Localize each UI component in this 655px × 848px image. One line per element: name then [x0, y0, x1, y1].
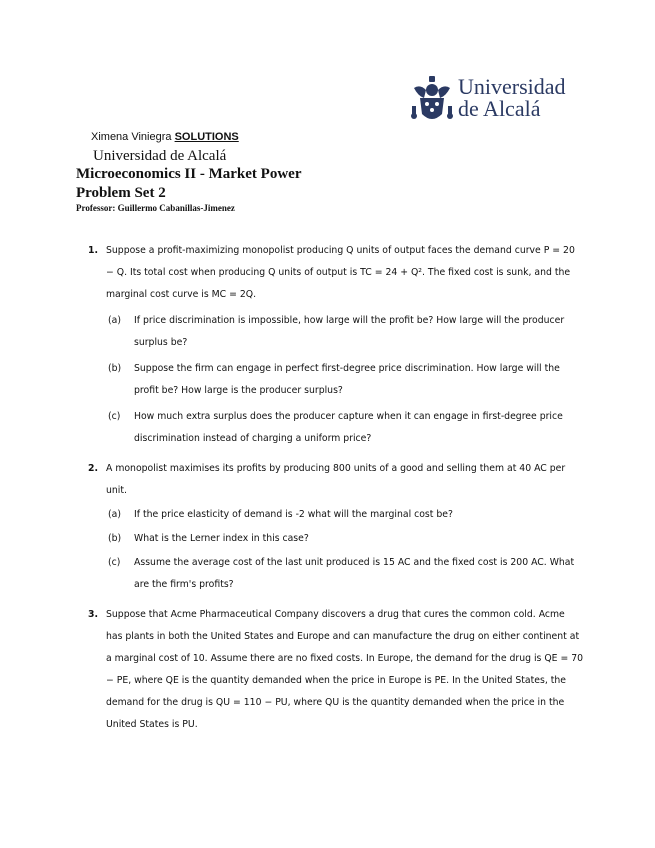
question-number: 2.: [88, 463, 99, 474]
logo-line-2: de Alcalá: [458, 96, 541, 121]
sub-question: [106, 406, 584, 450]
university-crest-icon: [410, 76, 454, 126]
sub-question: [106, 552, 584, 596]
document-header: [76, 130, 476, 215]
question-text: Suppose that Acme Pharmaceutical Company discovers a drug that cures the common cold. Acme has plants in both the United States and Europe and can manufacture the drug on either continent at a marginal cost of 10. Assume there are no fixed costs. In Europe, the demand for the drug is QE = 70 − PE, where QE is the quantity demanded when the price in Europe is PE. In the United States, the demand for the drug is QU = 110 − PU, where QU is the quantity demanded when the price in the United States is PU.: [106, 609, 584, 730]
questions-list: [88, 240, 584, 744]
question-2: [88, 458, 584, 596]
university-name: Universidad de Alcalá: [93, 148, 227, 164]
professor-name: Professor: Guillermo Cabanillas-Jimenez: [76, 203, 235, 213]
sub-question-text: What is the Lerner index in this case?: [134, 533, 309, 544]
question-1: [88, 240, 584, 450]
sub-question-label: (b): [108, 533, 122, 544]
sub-question: [106, 528, 584, 550]
sub-question-text: How much extra surplus does the producer capture when it can engage in first-degree price discrimination instead of charging a uniform price?: [134, 411, 563, 444]
university-logo: [410, 74, 580, 130]
sub-question-label: (a): [108, 509, 121, 520]
sub-question-text: If price discrimination is impossible, how large will the profit be? How large will the producer surplus be?: [134, 315, 565, 348]
author-name: Ximena Viniegra: [91, 131, 172, 143]
logo-line-1: Universidad: [458, 74, 566, 99]
question-number: 1.: [88, 245, 99, 256]
sub-question-label: (c): [108, 557, 121, 568]
sub-question-text: Suppose the firm can engage in perfect first-degree price discrimination. How large will the profit be? How large is the producer surplus?: [134, 363, 560, 396]
sub-question: [106, 358, 584, 402]
question-3: [88, 604, 584, 736]
sub-question: [106, 504, 584, 526]
question-text: Suppose a profit-maximizing monopolist producing Q units of output faces the demand curve P = 20 − Q. Its total cost when producing Q units of output is TC = 24 + Q². The fixed cost is sunk, and the marginal cost curve is MC = 2Q.: [106, 245, 575, 300]
question-number: 3.: [88, 609, 99, 620]
sub-question-text: Assume the average cost of the last unit produced is 15 AC and the fixed cost is 200 AC. What are the firm's profits?: [134, 557, 575, 590]
sub-question: [106, 310, 584, 354]
problem-set-title: Problem Set 2: [76, 185, 166, 201]
author-line: [91, 130, 476, 144]
course-title: Microeconomics II - Market Power: [76, 166, 302, 182]
solutions-label: SOLUTIONS: [174, 131, 239, 143]
sub-question-text: If the price elasticity of demand is -2 what will the marginal cost be?: [134, 509, 453, 520]
question-text: A monopolist maximises its profits by producing 800 units of a good and selling them at 40 AC per unit.: [106, 463, 566, 496]
sub-question-label: (a): [108, 315, 121, 326]
sub-question-label: (b): [108, 363, 122, 374]
sub-question-label: (c): [108, 411, 121, 422]
